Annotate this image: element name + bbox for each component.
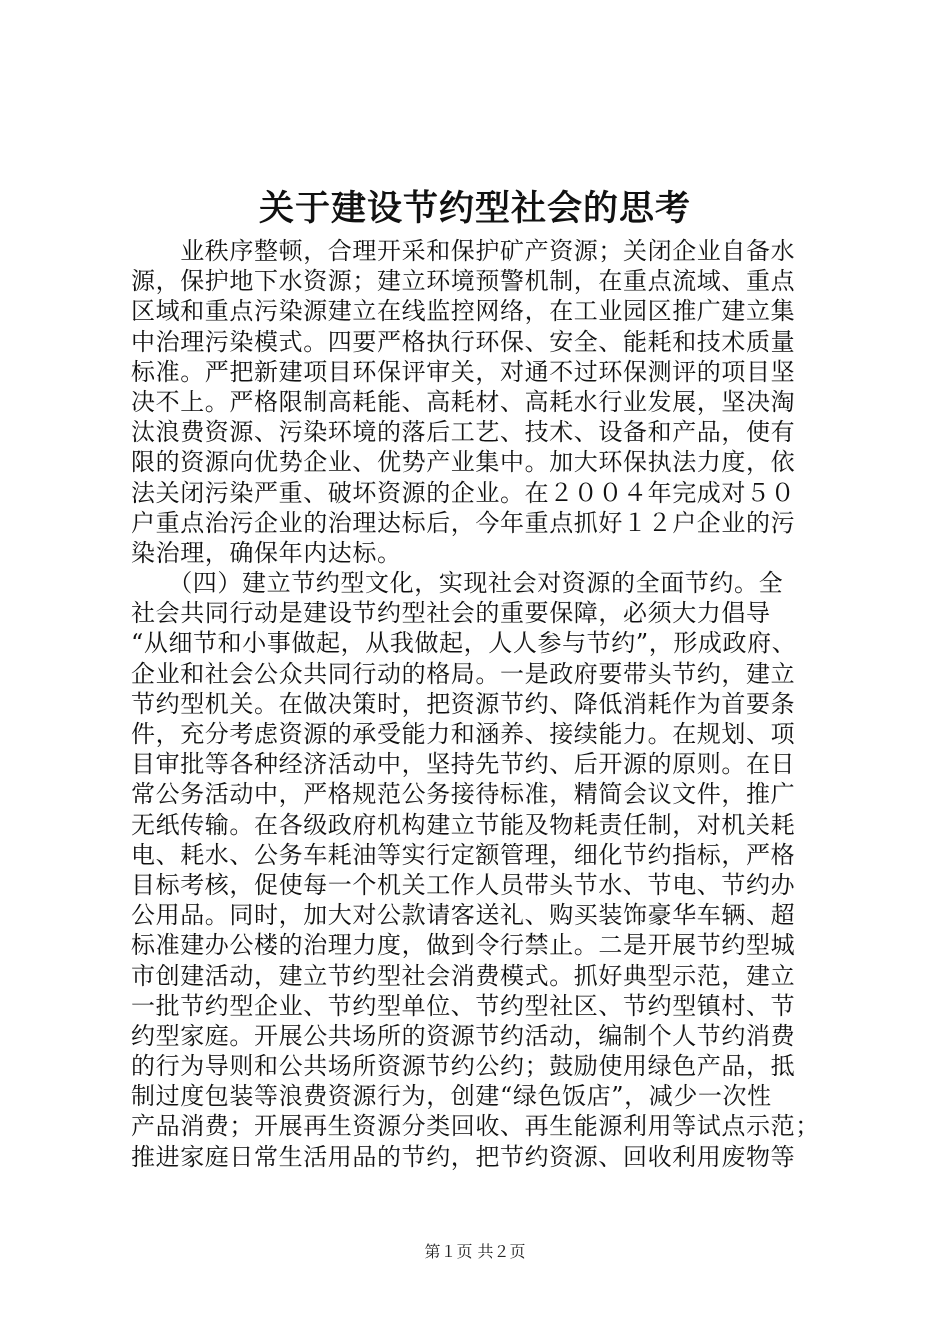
body-line: 目标考核，促使每一个机关工作人员带头节水、节电、节约办 <box>131 870 796 899</box>
body-line: 目审批等各种经济活动中，坚持先节约、后开源的原则。在日 <box>131 750 796 779</box>
body-line: 标准建办公楼的治理力度，做到令行禁止。二是开展节约型城 <box>131 931 796 960</box>
page-number-footer: 第１页 共２页 <box>424 1242 526 1261</box>
body-line: 源，保护地下水资源；建立环境预警机制，在重点流域、重点 <box>131 267 796 296</box>
body-line: 常公务活动中，严格规范公务接待标准，精简会议文件，推广 <box>131 780 796 809</box>
body-line: 市创建活动，建立节约型社会消费模式。抓好典型示范，建立 <box>131 961 796 990</box>
body-line: 的行为导则和公共场所资源节约公约；鼓励使用绿色产品，抵 <box>131 1052 796 1081</box>
body-line: 标准。严把新建项目环保评审关，对通不过环保测评的项目坚 <box>131 357 796 386</box>
body-line: 件，充分考虑资源的承受能力和涵养、接续能力。在规划、项 <box>131 720 796 748</box>
body-line: 业秩序整顿，合理开采和保护矿产资源；关闭企业自备水 <box>131 237 796 265</box>
body-line: 中治理污染模式。四要严格执行环保、安全、能耗和技术质量 <box>131 327 796 356</box>
document-body <box>131 236 823 1172</box>
body-line: 公用品。同时，加大对公款请客送礼、购买装饰豪华车辆、超 <box>131 901 796 930</box>
body-line: 限的资源向优势企业、优势产业集中。加大环保执法力度，依 <box>131 448 796 477</box>
document-title: 关于建设节约型社会的思考 <box>258 188 691 229</box>
body-line: 区域和重点污染源建立在线监控网络，在工业园区推广建立集 <box>131 297 796 326</box>
body-line: 制过度包装等浪费资源行为，创建“绿色饭店”，减少一次性 <box>131 1082 772 1111</box>
body-line: 户重点治污企业的治理达标后，今年重点抓好１２户企业的污 <box>131 508 796 537</box>
body-line: 电、耗水、公务车耗油等实行定额管理，细化节约指标，严格 <box>131 840 796 869</box>
body-line: 社会共同行动是建设节约型社会的重要保障，必须大力倡导 <box>131 599 771 628</box>
body-line: “从细节和小事做起，从我做起，人人参与节约”，形成政府、 <box>131 629 797 658</box>
body-line: 无纸传输。在各级政府机构建立节能及物耗责任制，对机关耗 <box>131 810 796 839</box>
body-line: 约型家庭。开展公共场所的资源节约活动，编制个人节约消费 <box>131 1021 796 1050</box>
body-line: 法关闭污染严重、破坏资源的企业。在２００４年完成对５０ <box>131 478 796 507</box>
body-line: 推进家庭日常生活用品的节约，把节约资源、回收利用废物等 <box>131 1142 796 1171</box>
body-line: （四）建立节约型文化，实现社会对资源的全面节约。全 <box>131 569 784 598</box>
body-line: 企业和社会公众共同行动的格局。一是政府要带头节约，建立 <box>131 659 796 688</box>
body-line: 染治理，确保年内达标。 <box>131 538 402 567</box>
body-line: 产品消费；开展再生资源分类回收、再生能源利用等试点示范； <box>131 1112 820 1141</box>
body-line: 汰浪费资源、污染环境的落后工艺、技术、设备和产品，使有 <box>131 418 796 447</box>
body-line: 一批节约型企业、节约型单位、节约型社区、节约型镇村、节 <box>131 991 796 1020</box>
body-line: 决不上。严格限制高耗能、高耗材、高耗水行业发展，坚决淘 <box>131 387 796 416</box>
body-line: 节约型机关。在做决策时，把资源节约、降低消耗作为首要条 <box>131 689 796 718</box>
